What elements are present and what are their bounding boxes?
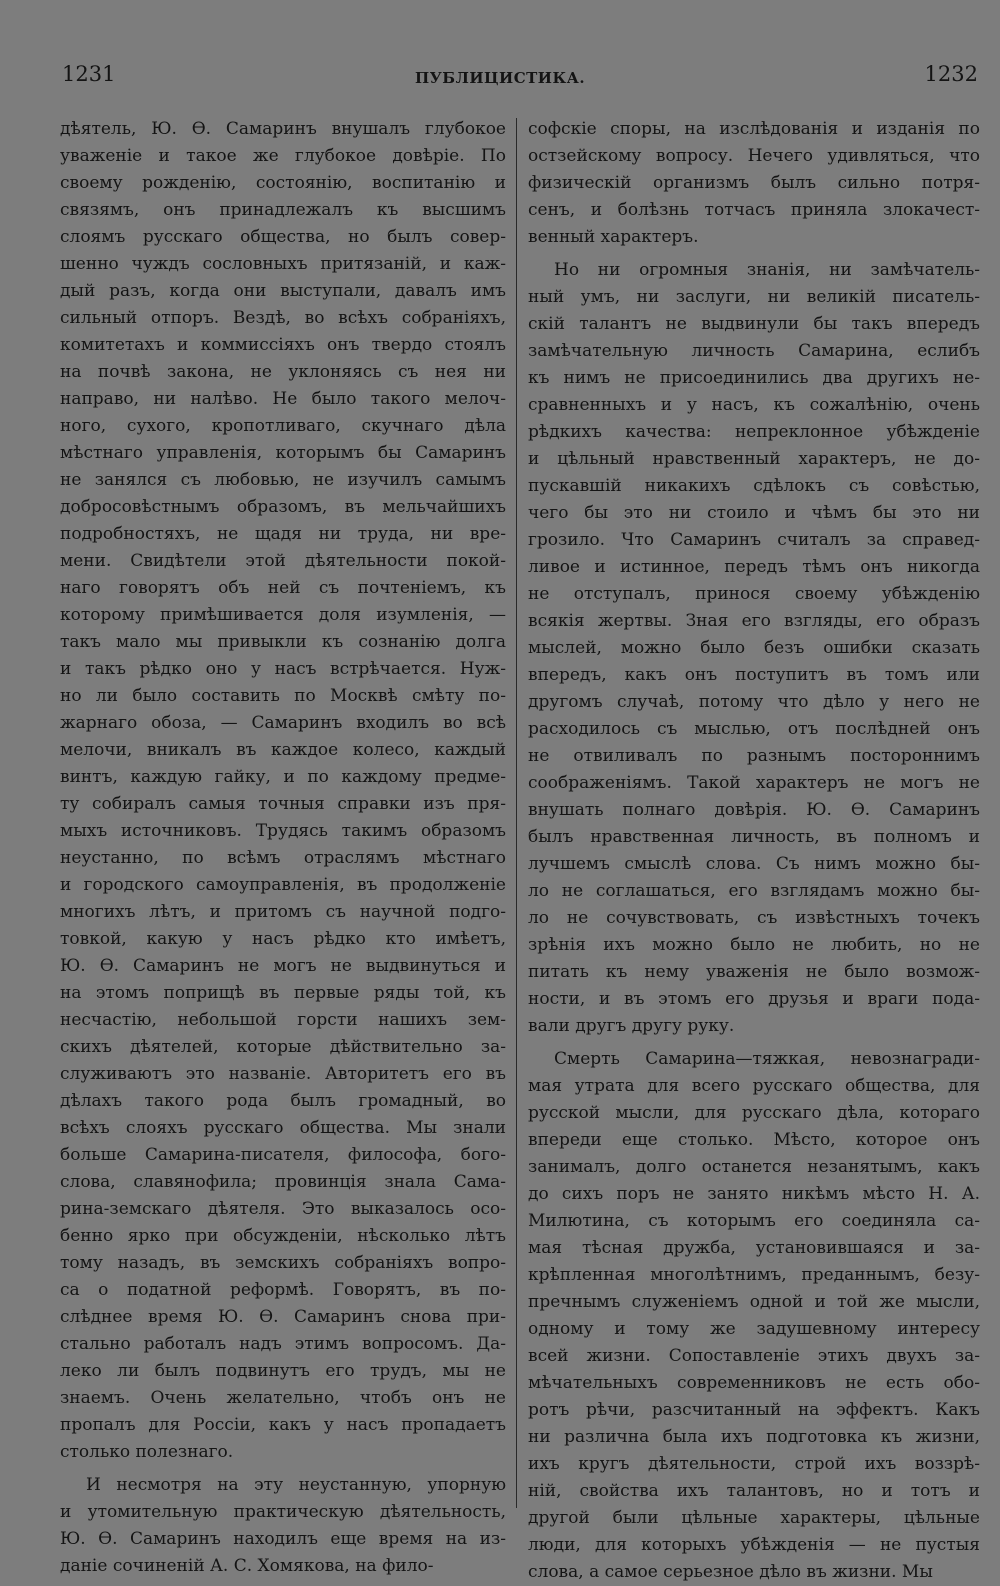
text-line: Но ни огромныя знанія, ни замѣчатель- bbox=[554, 260, 980, 280]
text-line: вали другъ другу руку. bbox=[528, 1016, 735, 1036]
paragraph bbox=[60, 1472, 506, 1580]
text-line: сенъ, и болѣзнь тотчасъ приняла злокачест- bbox=[528, 200, 980, 220]
text-line: впереди еще столько. Мѣсто, которое онъ bbox=[528, 1130, 980, 1150]
paragraph bbox=[528, 116, 980, 251]
text-line: ности, и въ этомъ его друзья и враги пода- bbox=[528, 989, 980, 1009]
text-line: жарнаго обоза, — Самаринъ входилъ во всѣ bbox=[60, 713, 506, 733]
text-line: физическій организмъ былъ сильно потря- bbox=[528, 173, 980, 193]
text-line: скій талантъ не выдвинули бы такъ впередъ bbox=[528, 314, 980, 334]
text-line: мѣчательныхъ современниковъ не есть обо- bbox=[528, 1373, 980, 1393]
text-line: са о податной реформѣ. Говорятъ, въ по- bbox=[60, 1280, 506, 1300]
left-column bbox=[60, 116, 506, 1580]
text-line: внушать полнаго довѣрія. Ю. Ѳ. Самаринъ bbox=[528, 800, 980, 820]
text-line: ный умъ, ни заслуги, ни великій писатель- bbox=[528, 287, 980, 307]
text-line: мени. Свидѣтели этой дѣятельности покой- bbox=[60, 551, 506, 571]
text-line: добросовѣстнымъ образомъ, въ мельчайшихъ bbox=[60, 497, 506, 517]
text-line: больше Самарина-писателя, философа, бого- bbox=[60, 1145, 506, 1165]
text-line: Ю. Ѳ. Самаринъ находилъ еще время на из- bbox=[60, 1529, 506, 1549]
text-line: своему рожденію, состоянію, воспитанію и bbox=[60, 173, 506, 193]
text-line: знаемъ. Очень желательно, чтобъ онъ не bbox=[60, 1388, 506, 1408]
right-column bbox=[528, 116, 980, 1586]
text-line: ротъ рѣчи, разсчитанный на эффектъ. Какъ bbox=[528, 1400, 980, 1420]
text-line: ливое и истинное, передъ тѣмъ онъ никогда bbox=[528, 557, 980, 577]
text-line: мелочи, вникалъ въ каждое колесо, каждый bbox=[60, 740, 506, 760]
text-line: венный характеръ. bbox=[528, 227, 699, 247]
text-line: дѣятель, Ю. Ѳ. Самаринъ внушалъ глубокое bbox=[60, 119, 506, 139]
text-line: слоямъ русскаго общества, но былъ совер- bbox=[60, 227, 506, 247]
text-line: бенно ярко при обсужденіи, нѣсколько лѣтъ bbox=[60, 1226, 506, 1246]
text-line: мая утрата для всего русскаго общества, для bbox=[528, 1076, 980, 1096]
text-line: мѣстнаго управленія, которымъ бы Самаринъ bbox=[60, 443, 506, 463]
text-line: дый разъ, когда они выступали, давалъ имъ bbox=[60, 281, 506, 301]
text-line: рѣдкихъ качества: непреклонное убѣжденіе bbox=[528, 422, 980, 442]
text-line: пречнымъ служеніемъ одной и той же мысли, bbox=[528, 1292, 980, 1312]
text-line: на почвѣ закона, не уклоняясь съ нея ни bbox=[60, 362, 506, 382]
text-line: и утомительную практическую дѣятельность, bbox=[60, 1502, 506, 1522]
text-line: всей жизни. Сопоставленіе этихъ двухъ за- bbox=[528, 1346, 980, 1366]
text-line: слѣднее время Ю. Ѳ. Самаринъ снова при- bbox=[60, 1307, 506, 1327]
text-line: крѣпленная многолѣтнимъ, преданнымъ, безу- bbox=[528, 1265, 980, 1285]
text-line: пускавшій никакихъ сдѣлокъ съ совѣстью, bbox=[528, 476, 980, 496]
text-line: направо, ни налѣво. Не было такого мелоч- bbox=[60, 389, 506, 409]
text-line: рина-земскаго дѣятеля. Это выказалось осо- bbox=[60, 1199, 506, 1219]
text-line: уваженіе и такое же глубокое довѣріе. По bbox=[60, 146, 506, 166]
text-line: всякія жертвы. Зная его взгляды, его образъ bbox=[528, 611, 980, 631]
text-line: подробностяхъ, не щадя ни труда, ни вре- bbox=[60, 524, 506, 544]
text-line: всѣхъ слояхъ русскаго общества. Мы знали bbox=[60, 1118, 506, 1138]
paragraph bbox=[60, 116, 506, 1466]
text-line: чего бы это ни стоило и чѣмъ бы это ни bbox=[528, 503, 980, 523]
paragraph bbox=[528, 257, 980, 1040]
text-line: такъ мало мы привыкли къ сознанію долга bbox=[60, 632, 506, 652]
text-line: лучшемъ смыслѣ слова. Съ нимъ можно бы- bbox=[528, 854, 980, 874]
text-line: комитетахъ и коммиссіяхъ онъ твердо стоялъ bbox=[60, 335, 506, 355]
text-line: даніе сочиненій А. С. Хомякова, на фило- bbox=[60, 1556, 434, 1576]
section-title: ПУБЛИЦИСТИКА. bbox=[414, 69, 586, 87]
text-line: скихъ дѣятелей, которые дѣйствительно за- bbox=[60, 1037, 506, 1057]
text-line: софскіе споры, на изслѣдованія и изданія по bbox=[528, 119, 980, 139]
text-line: леко ли былъ подвинутъ его трудъ, мы не bbox=[60, 1361, 506, 1381]
text-line: несчастію, небольшой горсти нашихъ зем- bbox=[60, 1010, 506, 1030]
text-line: товкой, какую у насъ рѣдко кто имѣетъ, bbox=[60, 929, 506, 949]
text-line: расходилось съ мыслью, отъ послѣдней онъ bbox=[528, 719, 980, 739]
text-line: шенно чуждъ сословныхъ притязаній, и каж- bbox=[60, 254, 506, 274]
text-line: не занялся съ любовью, не изучилъ самымъ bbox=[60, 470, 506, 490]
text-line: ту собиралъ самыя точныя справки изъ пря- bbox=[60, 794, 506, 814]
text-line: служиваютъ это названіе. Авторитетъ его въ bbox=[60, 1064, 506, 1084]
text-line: Смерть Самарина—тяжкая, невознагради- bbox=[554, 1049, 980, 1069]
text-line: остзейскому вопросу. Нечего удивляться, что bbox=[528, 146, 980, 166]
text-line: и цѣльный нравственный характеръ, не до- bbox=[528, 449, 980, 469]
text-line: и городского самоуправленія, въ продолженіе bbox=[60, 875, 506, 895]
text-line: неустанно, по всѣмъ отраслямъ мѣстнаго bbox=[60, 848, 506, 868]
text-line: сильный отпоръ. Вездѣ, во всѣхъ собраніяхъ, bbox=[60, 308, 506, 328]
text-line: Милютина, съ которымъ его соединяла са- bbox=[528, 1211, 980, 1231]
text-line: къ нимъ не присоединились два другихъ не- bbox=[528, 368, 980, 388]
text-line: слова, а самое серьезное дѣло въ жизни. Мы bbox=[528, 1562, 933, 1582]
text-line: зрѣнія ихъ можно было не любить, но не bbox=[528, 935, 980, 955]
text-line: И несмотря на эту неустанную, упорную bbox=[86, 1475, 506, 1495]
text-line: ній, свойства ихъ талантовъ, но и тотъ и bbox=[528, 1481, 980, 1501]
text-line: и такъ рѣдко оно у насъ встрѣчается. Нуж- bbox=[60, 659, 506, 679]
text-line: пропалъ для Россіи, какъ у насъ пропадаетъ bbox=[60, 1415, 506, 1435]
text-line: былъ нравственная личность, въ полномъ и bbox=[528, 827, 980, 847]
text-line: мыслей, можно было безъ ошибки сказать bbox=[528, 638, 980, 658]
text-line: которому примѣшивается доля изумленія, — bbox=[60, 605, 506, 625]
text-line: ло не сочувствовать, съ извѣстныхъ точекъ bbox=[528, 908, 980, 928]
text-line: мыхъ источниковъ. Трудясь такимъ образомъ bbox=[60, 821, 506, 841]
text-line: многихъ лѣтъ, и притомъ съ научной подго- bbox=[60, 902, 506, 922]
left-page-number: 1231 bbox=[62, 62, 116, 86]
text-line: питать къ нему уваженія не было возмож- bbox=[528, 962, 980, 982]
text-line: ного, сухого, кропотливаго, скучнаго дѣла bbox=[60, 416, 506, 436]
text-line: дѣлахъ такого рода былъ громадный, во bbox=[60, 1091, 506, 1111]
text-line: русской мысли, для русскаго дѣла, котораго bbox=[528, 1103, 980, 1123]
text-line: грозило. Что Самаринъ считалъ за справед- bbox=[528, 530, 980, 550]
paragraph bbox=[528, 1046, 980, 1586]
text-line: столько полезнаго. bbox=[60, 1442, 234, 1462]
text-line: стально работалъ надъ этимъ вопросомъ. Да- bbox=[60, 1334, 506, 1354]
text-line: наго говорятъ объ ней съ почтеніемъ, къ bbox=[60, 578, 506, 598]
text-line: ихъ кругъ дѣятельности, строй ихъ воззрѣ- bbox=[528, 1454, 980, 1474]
text-line: не отвиливалъ по разнымъ постороннимъ bbox=[528, 746, 980, 766]
text-line: ни различна была ихъ подготовка къ жизни, bbox=[528, 1427, 980, 1447]
text-line: другой были цѣльные характеры, цѣльные bbox=[528, 1508, 980, 1528]
text-line: занималъ, долго останется незанятымъ, какъ bbox=[528, 1157, 980, 1177]
text-line: тому назадъ, въ земскихъ собраніяхъ вопро- bbox=[60, 1253, 506, 1273]
text-line: слова, славянофила; провинція знала Сама- bbox=[60, 1172, 506, 1192]
text-line: одному и тому же задушевному интересу bbox=[528, 1319, 980, 1339]
text-line: впередъ, какъ онъ поступитъ въ томъ или bbox=[528, 665, 980, 685]
text-line: винтъ, каждую гайку, и по каждому предме- bbox=[60, 767, 506, 787]
text-line: до сихъ поръ не занято никѣмъ мѣсто Н. А. bbox=[528, 1184, 980, 1204]
text-line: мая тѣсная дружба, установившаяся и за- bbox=[528, 1238, 980, 1258]
text-line: замѣчательную личность Самарина, еслибъ bbox=[528, 341, 980, 361]
text-line: другомъ случаѣ, потому что дѣло у него не bbox=[528, 692, 980, 712]
text-line: Ю. Ѳ. Самаринъ не могъ не выдвинуться и bbox=[60, 956, 506, 976]
text-line: связямъ, онъ принадлежалъ къ высшимъ bbox=[60, 200, 506, 220]
text-line: но ли было составить по Москвѣ смѣту по- bbox=[60, 686, 506, 706]
column-divider bbox=[516, 118, 517, 1508]
text-line: соображеніямъ. Такой характеръ не могъ не bbox=[528, 773, 980, 793]
text-line: ло не соглашаться, его взглядамъ можно бы- bbox=[528, 881, 980, 901]
right-page-number: 1232 bbox=[924, 62, 978, 86]
text-line: не отступалъ, принося своему убѣжденію bbox=[528, 584, 980, 604]
text-line: люди, для которыхъ убѣжденія — не пустыя bbox=[528, 1535, 980, 1555]
text-line: на этомъ поприщѣ въ первые ряды той, къ bbox=[60, 983, 506, 1003]
text-line: сравненныхъ и у насъ, къ сожалѣнію, очень bbox=[528, 395, 980, 415]
